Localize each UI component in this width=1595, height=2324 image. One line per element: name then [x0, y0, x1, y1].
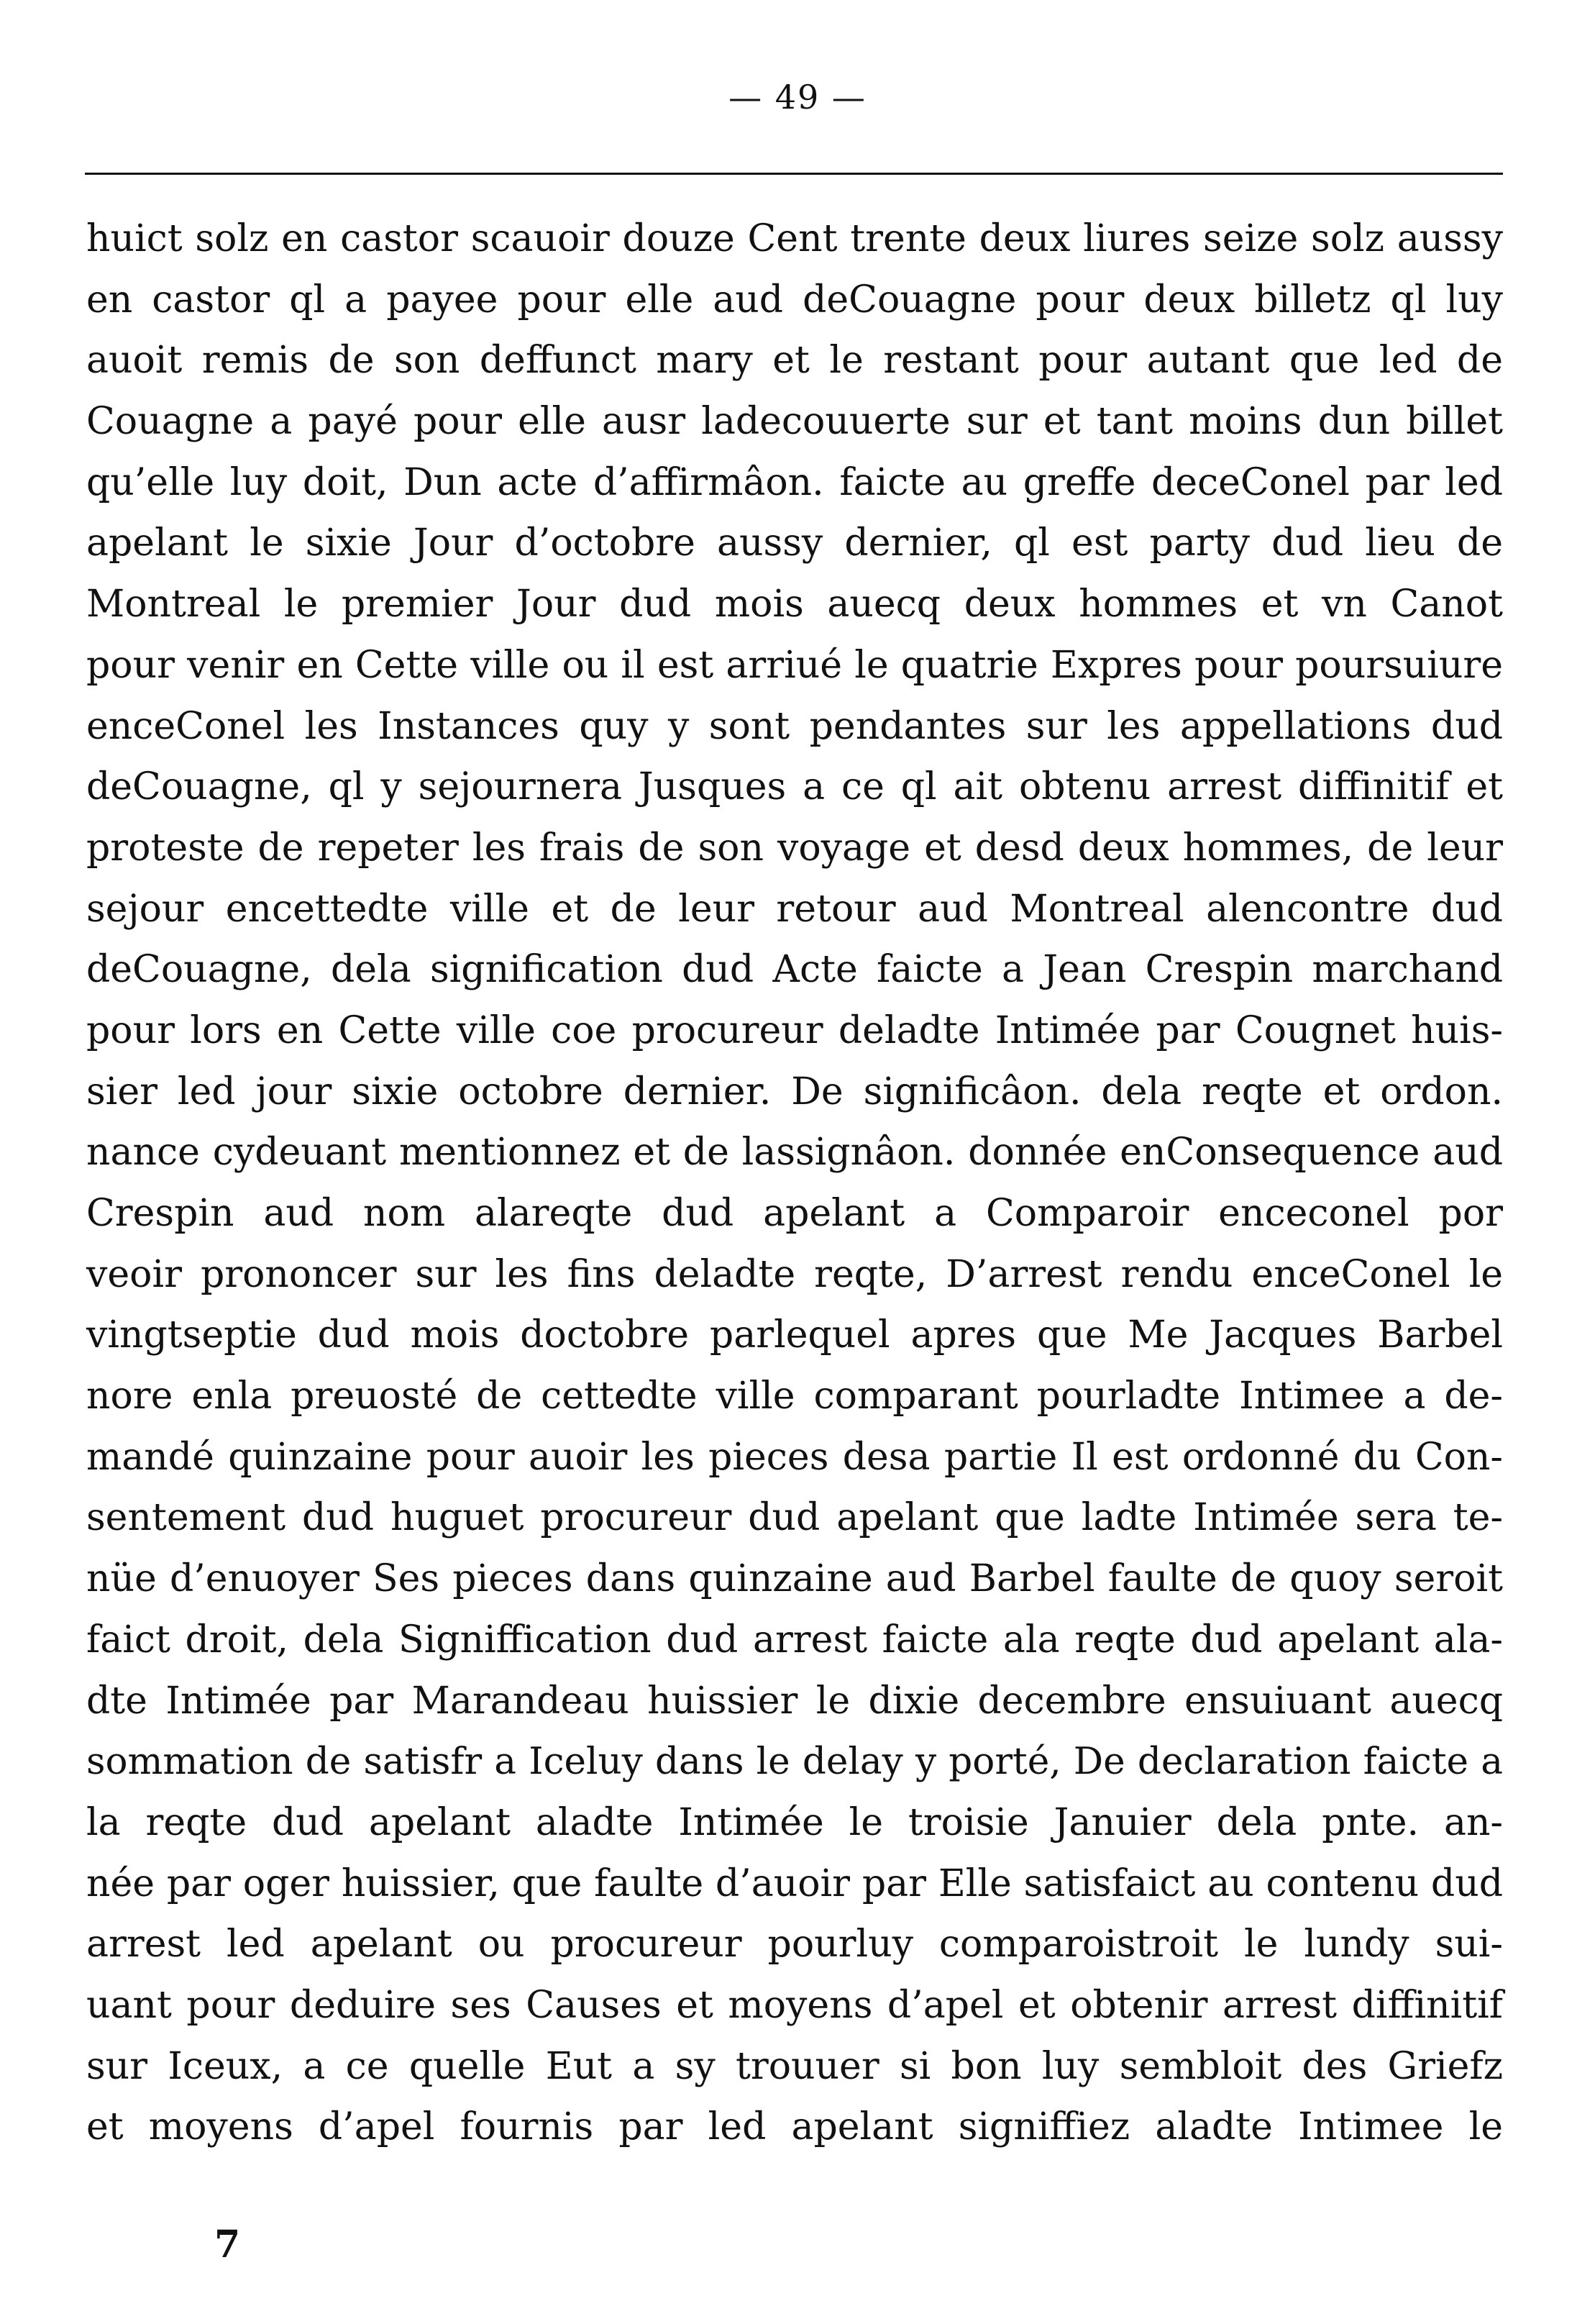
text-line: sentement dud huguet procureur dud apelant que ladte Intimée sera te- — [86, 1496, 1503, 1540]
text-line: Crespin aud nom alareqte dud apelant a Comparoir enceconel por — [86, 1192, 1503, 1235]
text-line: dte Intimée par Marandeau huissier le dixie decembre ensuiuant auecq — [86, 1679, 1503, 1723]
text-line: uant pour deduire ses Causes et moyens d’apel et obtenir arrest diffinitif — [86, 1983, 1503, 2027]
text-line: sur Iceux, a ce quelle Eut a sy trouuer si bon luy sembloit des Griefz — [86, 2044, 1503, 2088]
page-number: — 49 — — [728, 78, 867, 117]
text-line: auoit remis de son deffunct mary et le restant pour autant que led de — [86, 339, 1503, 383]
text-line: en castor ql a payee pour elle aud deCouagne pour deux billetz ql luy — [86, 278, 1503, 322]
text-line: nance cydeuant mentionnez et de lassignâon. donnée enConsequence aud — [86, 1131, 1503, 1175]
text-line: nüe d’enuoyer Ses pieces dans quinzaine aud Barbel faulte de quoy seroit — [86, 1557, 1503, 1601]
text-line: sejour encettedte ville et de leur retour aud Montreal alencontre dud — [86, 887, 1503, 931]
text-line: pour lors en Cette ville coe procureur deladte Intimée par Cougnet huis- — [86, 1008, 1503, 1052]
text-line: faict droit, dela Signiffication dud arrest faicte ala reqte dud apelant ala- — [86, 1618, 1503, 1662]
text-line: qu’elle luy doit, Dun acte d’affirmâon. faicte au greffe deceConel par led — [86, 460, 1503, 504]
text-line: vingtseptie dud mois doctobre parlequel apres que Me Jacques Barbel — [86, 1313, 1503, 1357]
text-line: deCouagne, dela signification dud Acte faicte a Jean Crespin marchand — [86, 948, 1503, 992]
text-line: Montreal le premier Jour dud mois auecq deux hommes et vn Canot — [86, 583, 1503, 626]
text-line: née par oger huissier, que faulte d’auoir par Elle satisfaict au contenu dud — [86, 1862, 1503, 1905]
text-line: la reqte dud apelant aladte Intimée le troisie Januier dela pnte. an- — [86, 1800, 1503, 1844]
text-line: arrest led apelant ou procureur pourluy comparoistroit le lundy sui- — [86, 1923, 1503, 1967]
text-line: apelant le sixie Jour d’octobre aussy dernier, ql est party dud lieu de — [86, 521, 1503, 565]
text-line: et moyens d’apel fournis par led apelant signiffiez aladte Intimee le — [86, 2105, 1503, 2149]
sheet-signature: 7 — [214, 2223, 241, 2266]
text-line: nore enla preuosté de cettedte ville comparant pourladte Intimee a de- — [86, 1375, 1503, 1418]
text-line: mandé quinzaine pour auoir les pieces desa partie Il est ordonné du Con- — [86, 1435, 1503, 1479]
header-rule — [85, 173, 1503, 175]
text-line: veoir prononcer sur les fins deladte reqte, D’arrest rendu enceConel le — [86, 1252, 1503, 1296]
text-line: proteste de repeter les frais de son voyage et desd deux hommes, de leur — [86, 826, 1503, 870]
text-line: enceConel les Instances quy y sont pendantes sur les appellations dud — [86, 704, 1503, 748]
text-line: huict solz en castor scauoir douze Cent trente deux liures seize solz aussy — [86, 217, 1503, 260]
text-line: pour venir en Cette ville ou il est arriué le quatrie Expres pour poursuiure — [86, 643, 1503, 687]
text-line: deCouagne, ql y sejournera Jusques a ce ql ait obtenu arrest diffinitif et — [86, 765, 1503, 809]
body-text — [86, 209, 1503, 2158]
text-line: sier led jour sixie octobre dernier. De significâon. dela reqte et ordon. — [86, 1070, 1503, 1113]
text-line: sommation de satisfr a Iceluy dans le delay y porté, De declaration faicte a — [86, 1740, 1503, 1784]
text-line: Couagne a payé pour elle ausr ladecouuerte sur et tant moins dun billet — [86, 400, 1503, 444]
